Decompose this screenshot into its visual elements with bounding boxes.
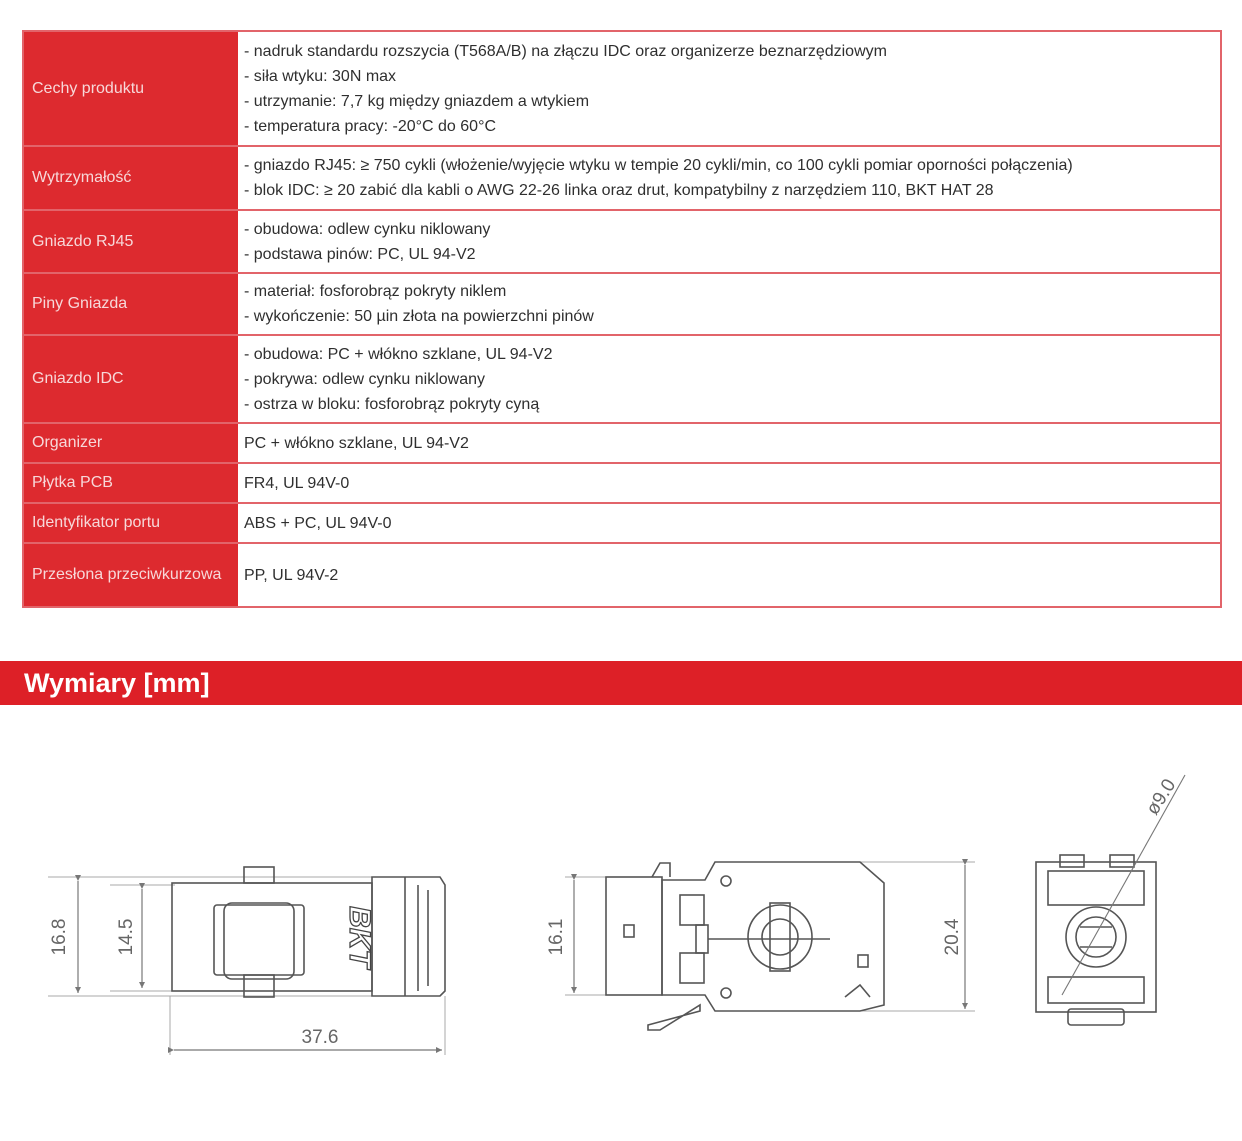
dim-side-height-inner: 14.5: [116, 918, 137, 956]
spec-value-line: ABS + PC, UL 94V-0: [244, 514, 392, 532]
spec-row: [24, 422, 1220, 462]
spec-values: [238, 147, 1220, 209]
spec-value-line: - utrzymanie: 7,7 kg między gniazdem a wtykiem: [244, 92, 590, 110]
spec-row: [24, 334, 1220, 422]
spec-value-line: - siła wtyku: 30N max: [244, 67, 397, 85]
spec-value-line: - wykończenie: 50 µin złota na powierzchni pinów: [244, 308, 594, 325]
spec-values: [238, 504, 1220, 542]
dim-top-height-right: 20.4: [942, 918, 963, 956]
dim-front-diameter: ø9.0: [1142, 775, 1181, 819]
spec-row: [24, 145, 1220, 209]
spec-label: Piny Gniazda: [24, 274, 238, 334]
spec-value-line: - podstawa pinów: PC, UL 94-V2: [244, 245, 476, 263]
spec-values: [238, 424, 1220, 462]
spec-label: Wytrzymałość: [24, 147, 238, 209]
specification-table: [22, 30, 1222, 608]
dim-side-length: 37.6: [301, 1027, 339, 1048]
bkt-logo: BKT: [343, 906, 376, 968]
dimension-drawings: [0, 705, 1242, 1141]
spec-values: [238, 32, 1220, 145]
spec-values: [238, 464, 1220, 502]
spec-row: [24, 32, 1220, 145]
spec-value-line: - temperatura pracy: -20°C do 60°C: [244, 117, 497, 135]
spec-value-line: - gniazdo RJ45: ≥ 750 cykli (włożenie/wyjęcie wtyku w tempie 20 cykli/min, co 100 cykli pomiar oporności połączenia): [244, 157, 1073, 174]
spec-value-line: - obudowa: odlew cynku niklowany: [244, 220, 491, 238]
spec-value-line: - pokrywa: odlew cynku niklowany: [244, 370, 485, 388]
dim-side-height-outer: 16.8: [49, 918, 70, 956]
spec-row: [24, 502, 1220, 542]
spec-label: Organizer: [24, 424, 238, 462]
spec-label: Przesłona przeciwkurzowa: [24, 544, 238, 606]
spec-label: Identyfikator portu: [24, 504, 238, 542]
spec-label: Płytka PCB: [24, 464, 238, 502]
spec-value-line: - obudowa: PC + włókno szklane, UL 94-V2: [244, 345, 553, 363]
spec-value-line: PC + włókno szklane, UL 94-V2: [244, 434, 469, 452]
section-title: Wymiary [mm]: [24, 668, 210, 698]
spec-label: Gniazdo IDC: [24, 336, 238, 422]
spec-values: [238, 336, 1220, 422]
spec-value-line: - ostrza w bloku: fosforobrąz pokryty cyną: [244, 395, 540, 413]
spec-value-line: PP, UL 94V-2: [244, 566, 339, 584]
spec-row: [24, 272, 1220, 334]
spec-label: Cechy produktu: [24, 32, 238, 145]
spec-row: [24, 462, 1220, 502]
spec-value-line: - materiał: fosforobrąz pokryty niklem: [244, 283, 507, 300]
spec-values: [238, 211, 1220, 272]
front-view-drawing: [1036, 855, 1156, 1025]
spec-values: [238, 274, 1220, 334]
section-header-dimensions: [0, 661, 1242, 705]
spec-values: [238, 544, 1220, 606]
spec-value-line: - blok IDC: ≥ 20 zabić dla kabli o AWG 22-26 linka oraz drut, kompatybilny z narzędziem 110, BKT HAT 28: [244, 182, 994, 199]
spec-label: Gniazdo RJ45: [24, 211, 238, 272]
spec-row: [24, 209, 1220, 272]
top-view-drawing: [565, 862, 975, 1030]
spec-value-line: - nadruk standardu rozszycia (T568A/B) na złączu IDC oraz organizerze beznarzędziowym: [244, 42, 887, 60]
spec-row: [24, 542, 1220, 606]
side-view-drawing: [48, 867, 445, 1055]
spec-value-line: FR4, UL 94V-0: [244, 474, 350, 492]
dim-top-height-left: 16.1: [546, 918, 567, 956]
